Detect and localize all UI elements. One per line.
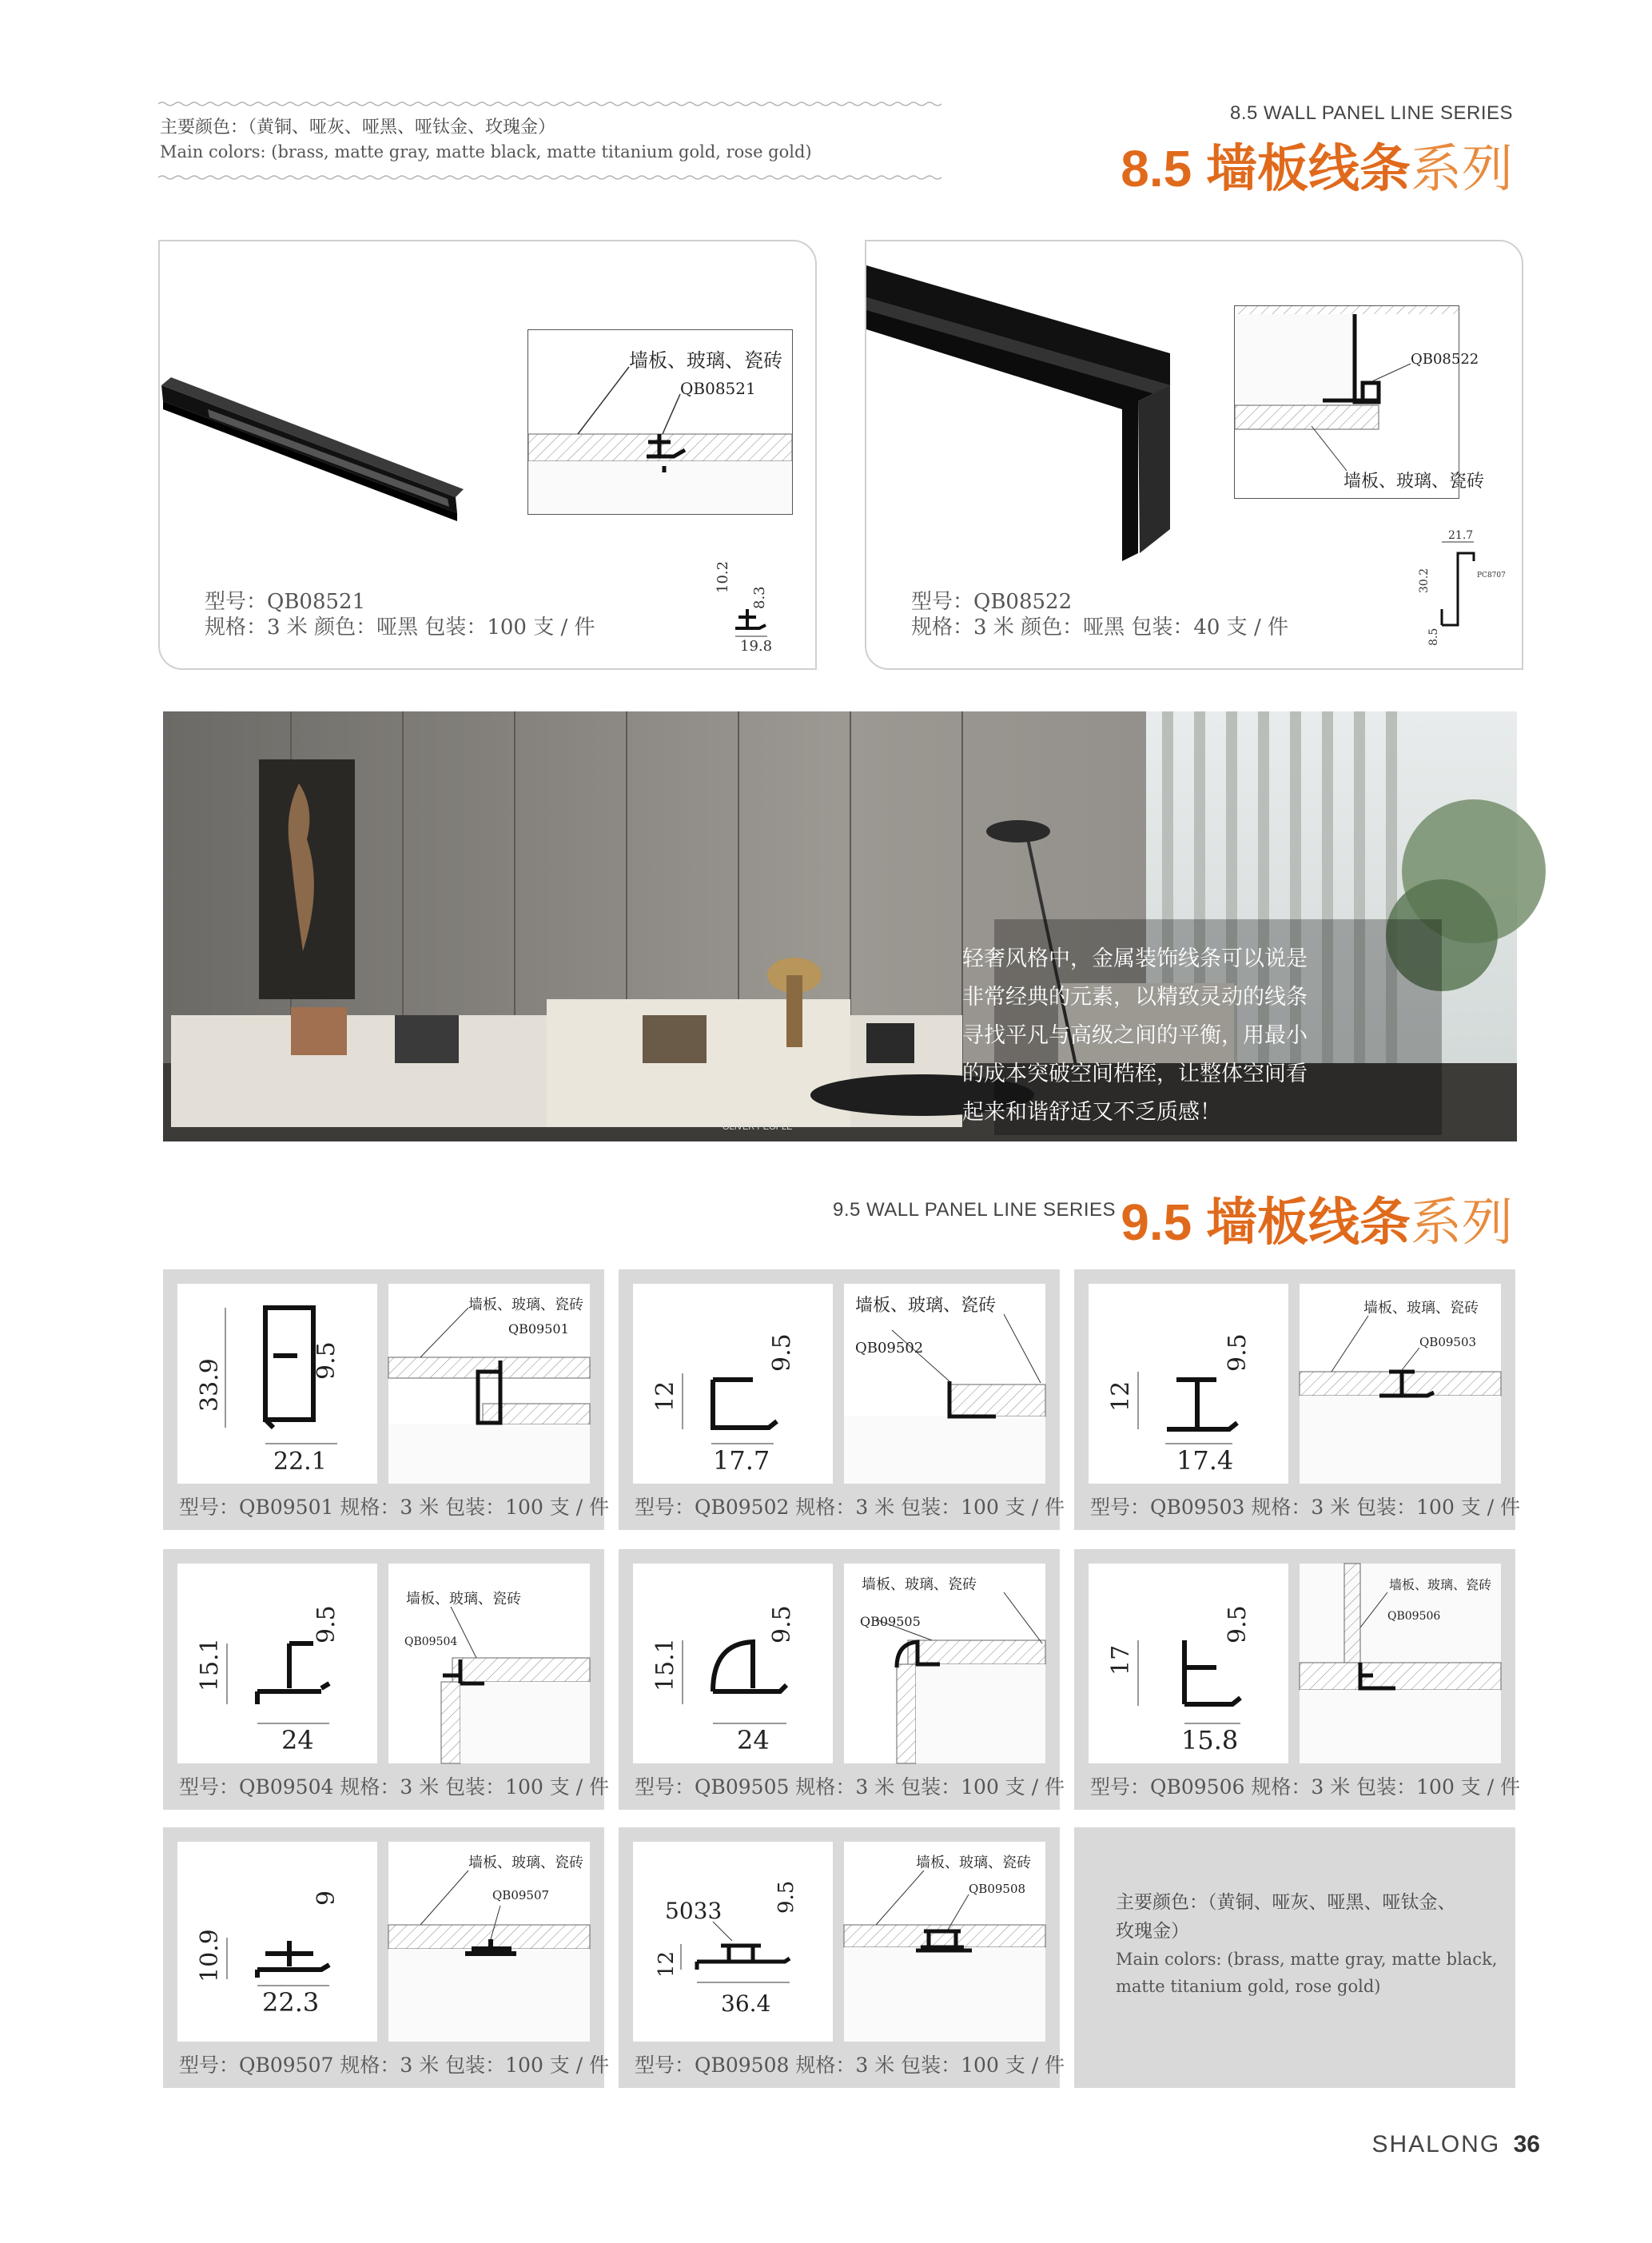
product-tile-qb09502 (619, 1269, 1065, 1530)
main-colors-note-en-2: matte titanium gold, rose gold) (1116, 1977, 1381, 1996)
dim-label-qb09508: 5033 (665, 1898, 723, 1924)
page-number: 36 (1513, 2131, 1540, 2157)
install-drawing-qb08522 (1234, 305, 1485, 499)
main-colors-note-cn-2: 玫瑰金） (1116, 1921, 1189, 1942)
dim-width-qb08521: 19.8 (740, 638, 773, 655)
caption-qb09506: 型号：QB09506 规格：3 米 包装：100 支 / 件 (1090, 1775, 1521, 1799)
dim-depth-qb09501: 9.5 (312, 1341, 340, 1380)
install-drawing-qb09502 (844, 1284, 1045, 1484)
dim-depth-qb09505: 9.5 (768, 1605, 796, 1643)
dimension-drawing-qb09502 (633, 1284, 833, 1484)
caption-qb09507: 型号：QB09507 规格：3 米 包装：100 支 / 件 (179, 2054, 610, 2077)
caption-qb09502: 型号：QB09502 规格：3 米 包装：100 支 / 件 (635, 1496, 1065, 1519)
product-tile-qb09506 (1074, 1549, 1521, 1810)
dim-width-qb09508: 36.4 (721, 1990, 771, 2017)
install-label-qb09508: 墙板、玻璃、瓷砖 (916, 1855, 1031, 1871)
product-image-qb08522 (866, 265, 1186, 569)
dimension-drawing-qb09506 (1089, 1564, 1288, 1763)
dim-height-qb09504: 15.1 (196, 1638, 224, 1691)
model-qb08522: 型号：QB08522 (911, 590, 1073, 614)
dim-width-qb09506: 15.8 (1181, 1725, 1239, 1755)
install-drawing-qb09507 (388, 1842, 590, 2042)
page-footer (1371, 2131, 1540, 2158)
install-drawing-qb09506 (1300, 1564, 1501, 1763)
dim-width-qb09503: 17.4 (1176, 1445, 1234, 1476)
interior-photo-illustration (163, 711, 1517, 1141)
header-top-divider (158, 101, 941, 107)
install-label-qb09501: 墙板、玻璃、瓷砖 (468, 1297, 583, 1313)
install-code-qb09504: QB09504 (404, 1635, 458, 1648)
dim-height-qb09502: 12 (651, 1380, 679, 1412)
product-tile-qb09508 (619, 1827, 1065, 2088)
caption-qb09504: 型号：QB09504 规格：3 米 包装：100 支 / 件 (179, 1775, 610, 1799)
install-code-qb09501: QB09501 (508, 1321, 569, 1337)
spec-qb08522: 规格：3 米 颜色：哑黑 包装：40 支 / 件 (911, 616, 1288, 639)
install-code-qb09502: QB09502 (855, 1340, 924, 1357)
install-code-qb08521: QB08521 (680, 379, 756, 398)
dimension-drawing-qb08522 (1410, 529, 1506, 649)
series-85-suffix: 系列 (1411, 140, 1513, 197)
dimension-drawing-qb08521 (711, 553, 799, 655)
dim-depth-qb09502: 9.5 (768, 1333, 796, 1372)
main-colors-note (1074, 1827, 1515, 2088)
photo-book-title: OLIVER PEOPLE (723, 1122, 793, 1132)
interior-photo-caption-line-5: 起来和谐舒适又不乏质感！ (962, 1100, 1221, 1125)
footer-brand: SHALONG (1371, 2131, 1501, 2157)
dim-depth-qb09503: 9.5 (1224, 1333, 1252, 1372)
dimension-drawing-qb09505 (633, 1564, 833, 1763)
main-colors-note-en-1: Main colors: (brass, matte gray, matte black, (1116, 1950, 1498, 1969)
install-label-qb09503: 墙板、玻璃、瓷砖 (1363, 1300, 1479, 1317)
header-main-colors-cn: 主要颜色：（黄铜、哑灰、哑黑、哑钛金、玫瑰金） (160, 118, 556, 137)
product-tile-qb09503 (1074, 1269, 1521, 1530)
install-code-qb09506: QB09506 (1387, 1610, 1441, 1623)
install-drawing-qb09504 (388, 1564, 590, 1763)
series-95-suffix: 系列 (1411, 1193, 1513, 1251)
header-bottom-divider (158, 174, 941, 181)
series-85-number: 8.5 (1121, 140, 1192, 197)
product-tile-qb09501 (163, 1269, 610, 1530)
install-code-qb09507: QB09507 (492, 1888, 550, 1902)
dim-code-qb08522: PC8707 (1477, 572, 1506, 580)
dimension-drawing-qb09501 (177, 1284, 377, 1484)
install-label-qb08522: 墙板、玻璃、瓷砖 (1343, 472, 1485, 492)
product-card-qb08522 (865, 240, 1523, 670)
dim-depth-qb09507: 9 (312, 1890, 340, 1906)
install-drawing-qb09501 (388, 1284, 590, 1484)
series-85-keyword: 墙板线条 (1206, 140, 1411, 197)
series-85-title (1121, 128, 1513, 201)
install-label-qb09502: 墙板、玻璃、瓷砖 (855, 1296, 997, 1316)
install-drawing-qb09503 (1300, 1284, 1501, 1484)
product-tile-qb09507 (163, 1827, 610, 2088)
interior-photo-caption-line-3: 寻找平凡与高级之间的平衡，用最小 (962, 1023, 1308, 1048)
dimension-drawing-qb09504 (177, 1564, 377, 1763)
install-code-qb09503: QB09503 (1419, 1335, 1477, 1349)
caption-qb09501: 型号：QB09501 规格：3 米 包装：100 支 / 件 (179, 1496, 610, 1519)
install-drawing-qb09505 (844, 1564, 1045, 1763)
dim-height-qb09507: 10.9 (196, 1929, 224, 1982)
dim-depth-qb09504: 9.5 (312, 1605, 340, 1643)
dimension-drawing-qb09507 (177, 1842, 377, 2042)
install-drawing-qb08521 (527, 329, 793, 515)
caption-qb09505: 型号：QB09505 规格：3 米 包装：100 支 / 件 (635, 1775, 1065, 1799)
caption-qb09508: 型号：QB09508 规格：3 米 包装：100 支 / 件 (635, 2054, 1065, 2077)
install-code-qb08522: QB08522 (1411, 351, 1479, 368)
series-95-english: 9.5 WALL PANEL LINE SERIES (833, 1199, 1117, 1221)
install-label-qb09506: 墙板、玻璃、瓷砖 (1389, 1577, 1492, 1592)
main-colors-note-cn-1: 主要颜色：（黄铜、哑灰、哑黑、哑钛金、 (1116, 1892, 1456, 1913)
dim-depth-qb09508: 9.5 (774, 1880, 798, 1914)
dimension-drawing-qb09508 (633, 1842, 833, 2042)
dim-depth-qb09506: 9.5 (1224, 1605, 1252, 1643)
interior-photo-caption-line-1: 轻奢风格中，金属装饰线条可以说是 (962, 946, 1308, 971)
interior-photo-caption-line-4: 的成本突破空间梏桎，让整体空间看 (962, 1062, 1308, 1086)
dim-width-qb09504: 24 (281, 1725, 314, 1755)
product-tile-qb09505 (619, 1549, 1065, 1810)
interior-photo-caption-line-2: 非常经典的元素，以精致灵动的线条 (962, 985, 1308, 1010)
install-label-qb08521: 墙板、玻璃、瓷砖 (629, 349, 782, 372)
dimension-drawing-qb09503 (1089, 1284, 1288, 1484)
dim-width-qb08522: 21.7 (1448, 529, 1474, 542)
series-95-title (1121, 1181, 1513, 1255)
interior-photo (163, 711, 1517, 1141)
install-code-qb09505: QB09505 (860, 1614, 921, 1629)
product-image-qb08521 (160, 297, 480, 505)
install-label-qb09504: 墙板、玻璃、瓷砖 (406, 1591, 521, 1608)
dim-base-qb08522: 8.5 (1427, 627, 1440, 646)
install-label-qb09505: 墙板、玻璃、瓷砖 (862, 1576, 977, 1593)
dim-offset-qb08521: 8.3 (751, 586, 768, 609)
caption-qb09503: 型号：QB09503 规格：3 米 包装：100 支 / 件 (1090, 1496, 1521, 1519)
product-tile-qb09504 (163, 1549, 610, 1810)
series-95-keyword: 墙板线条 (1206, 1193, 1411, 1251)
dim-height-qb09506: 17 (1107, 1644, 1135, 1675)
header-main-colors-en: Main colors: (brass, matte gray, matte black, matte titanium gold, rose gold) (160, 142, 812, 161)
dim-width-qb09507: 22.3 (262, 1987, 320, 2018)
dim-width-qb09502: 17.7 (713, 1445, 770, 1476)
dim-height-qb08521: 10.2 (715, 560, 731, 593)
dim-width-qb09501: 22.1 (273, 1448, 327, 1476)
product-card-qb08521 (158, 240, 817, 670)
install-code-qb09508: QB09508 (969, 1882, 1026, 1896)
dim-height-qb09505: 15.1 (651, 1638, 679, 1691)
interior-photo-caption (962, 940, 1308, 1132)
model-qb08521: 型号：QB08521 (205, 590, 366, 614)
install-label-qb09507: 墙板、玻璃、瓷砖 (468, 1855, 583, 1871)
dim-height-qb09508: 12 (655, 1950, 679, 1978)
spec-qb08521: 规格：3 米 颜色：哑黑 包装：100 支 / 件 (205, 616, 595, 639)
dim-height-qb08522: 30.2 (1418, 568, 1431, 593)
dim-height-qb09503: 12 (1107, 1380, 1135, 1412)
dim-width-qb09505: 24 (737, 1725, 770, 1755)
series-95-number: 9.5 (1121, 1193, 1192, 1251)
dim-height-qb09501: 33.9 (196, 1358, 224, 1412)
install-drawing-qb09508 (844, 1842, 1045, 2042)
series-85-english: 8.5 WALL PANEL LINE SERIES (1229, 102, 1513, 124)
